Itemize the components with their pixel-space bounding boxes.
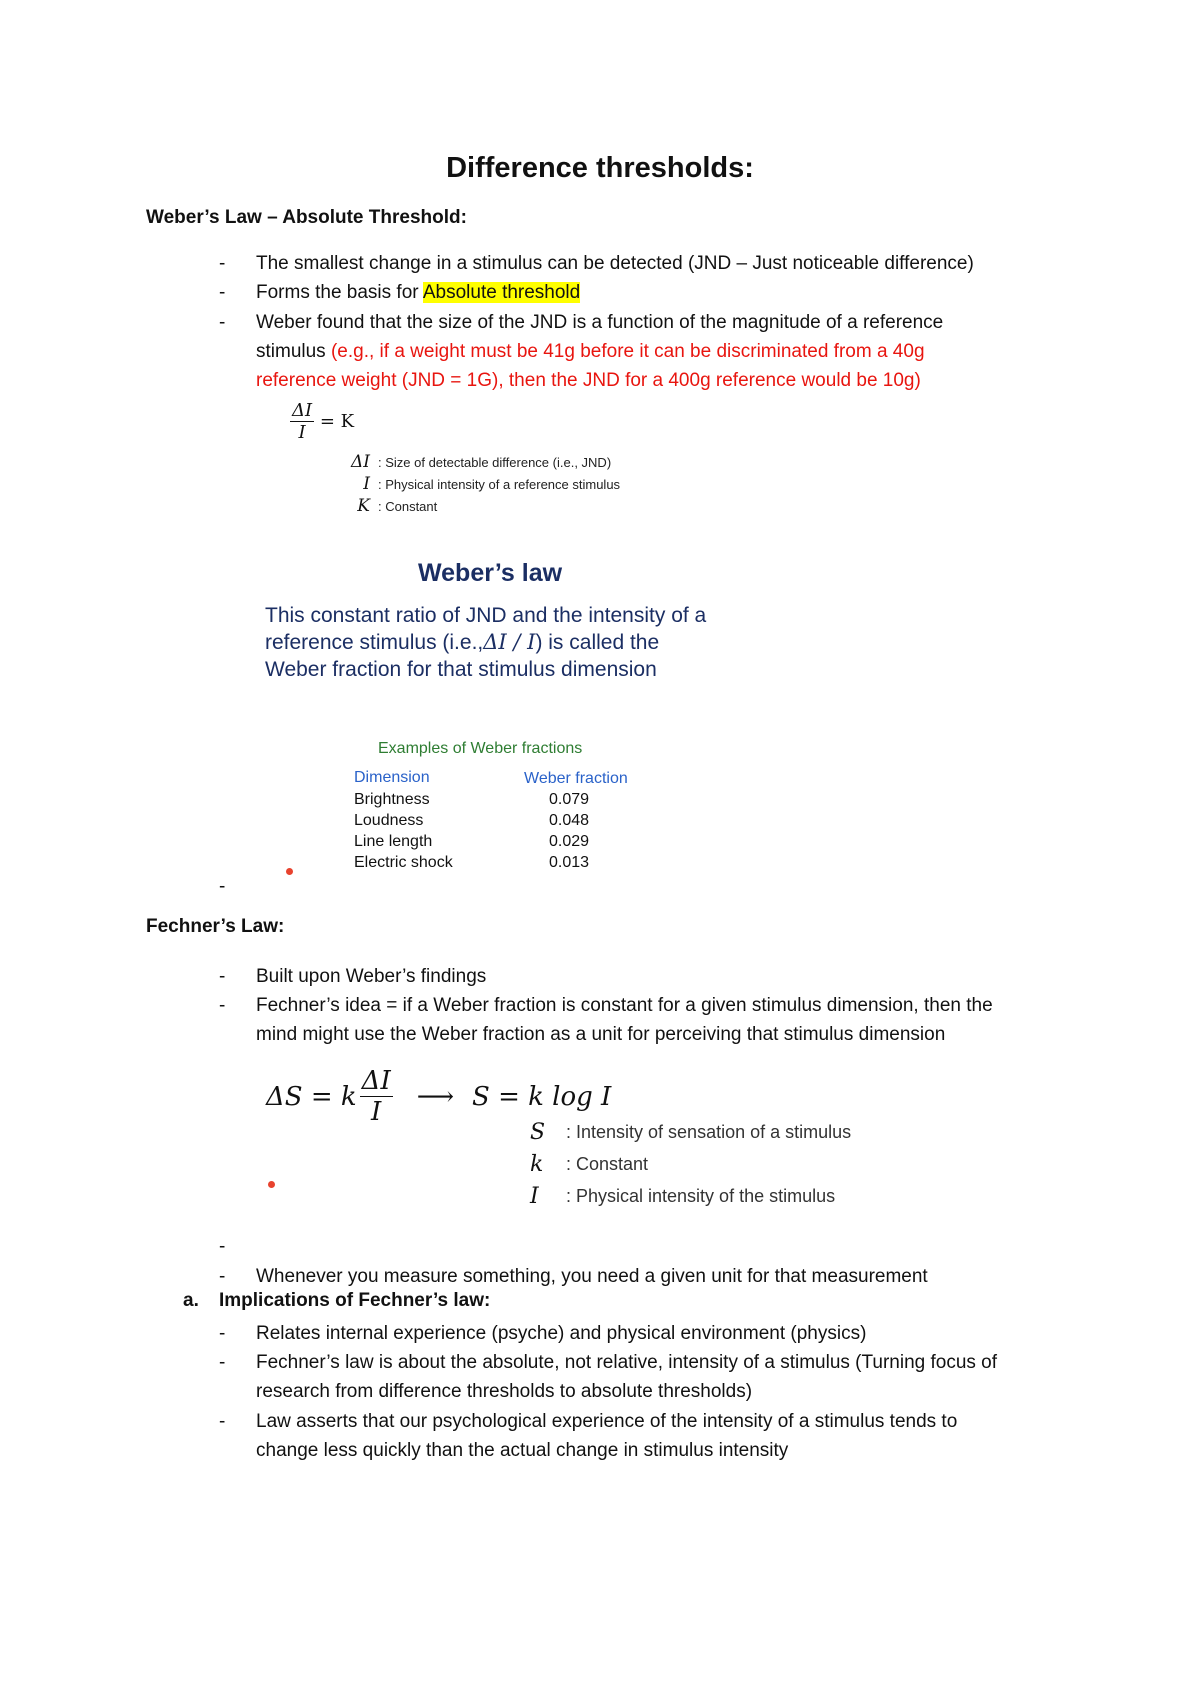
fechner-bullet-3: Whenever you measure something, you need a given unit for that measurement xyxy=(256,1266,928,1287)
legend-symbol: I xyxy=(363,474,370,494)
table-cell-fraction: 0.048 xyxy=(549,812,590,829)
table-cell-dimension: Electric shock xyxy=(354,854,453,871)
legend-row xyxy=(530,1180,950,1212)
weber-slide-line-2 xyxy=(265,629,706,656)
weber-table-caption: Examples of Weber fractions xyxy=(378,740,583,757)
table-cell-dimension: Brightness xyxy=(354,791,430,808)
weber-fractions-table xyxy=(354,768,628,873)
legend-desc: : Constant xyxy=(566,1153,649,1174)
arrow-right-icon: ⟶ xyxy=(416,1081,454,1112)
legend-row xyxy=(530,1116,950,1148)
legend-desc: : Constant xyxy=(378,498,438,514)
weber-bullet-1: The smallest change in a stimulus can be detected (JND – Just noticeable difference) xyxy=(256,253,974,274)
weber-formula-numerator: ΔI xyxy=(292,400,313,421)
legend-row xyxy=(330,451,750,473)
bullet-dash: - xyxy=(219,1411,226,1432)
fechner-bullet-1: Built upon Weber’s findings xyxy=(256,966,487,987)
weber-bullet-2 xyxy=(256,278,580,307)
weber-bullet-3-plain: stimulus xyxy=(256,341,326,362)
weber-bullet-3-line-1: Weber found that the size of the JND is a function of the magnitude of a reference xyxy=(256,312,944,333)
bullet-dash: - xyxy=(219,876,226,897)
implications-bullet-1: Relates internal experience (psyche) and physical environment (physics) xyxy=(256,1323,867,1344)
weber-formula-denominator: I xyxy=(298,422,306,443)
legend-symbol: k xyxy=(530,1151,544,1177)
table-cell-dimension: Line length xyxy=(354,833,433,850)
absolute-threshold-highlight: Absolute threshold xyxy=(422,282,581,303)
legend-row xyxy=(330,495,750,517)
legend-desc: : Physical intensity of a reference stimulus xyxy=(378,476,621,492)
page-title: Difference thresholds: xyxy=(446,152,754,184)
legend-row xyxy=(530,1148,950,1180)
red-dot-icon xyxy=(286,868,293,875)
weber-slide-line-2-pre: reference stimulus (i.e., xyxy=(265,631,484,654)
bullet-dash: - xyxy=(219,312,226,333)
bullet-dash: - xyxy=(219,1323,226,1344)
fechner-formula-lhs: ΔS = k xyxy=(266,1081,357,1112)
implications-marker: a. xyxy=(183,1290,199,1311)
bullet-dash: - xyxy=(219,1236,226,1257)
legend-desc: : Intensity of sensation of a stimulus xyxy=(566,1121,852,1142)
table-header-fraction: Weber fraction xyxy=(524,769,628,787)
red-dot-icon xyxy=(268,1181,275,1188)
legend-symbol: K xyxy=(357,496,370,516)
legend-symbol: I xyxy=(530,1183,539,1209)
weber-slide-math: ΔI / I xyxy=(483,630,536,654)
bullet-dash: - xyxy=(219,1266,226,1287)
legend-row xyxy=(330,473,750,495)
legend-symbol: S xyxy=(530,1119,546,1145)
weber-bullet-2-text: Forms the basis for xyxy=(256,282,419,303)
weber-slide-line-1: This constant ratio of JND and the intensity of a xyxy=(265,604,707,627)
table-cell-fraction: 0.013 xyxy=(549,854,590,871)
weber-heading: Weber’s Law – Absolute Threshold: xyxy=(146,207,467,228)
fechner-formula-numerator: ΔI xyxy=(361,1066,391,1096)
implications-bullet-3-line-2: change less quickly than the actual change in stimulus intensity xyxy=(256,1440,789,1461)
fechner-bullet-2-line-2: mind might use the Weber fraction as a unit for perceiving that stimulus dimension xyxy=(256,1024,946,1045)
table-header-row xyxy=(354,768,628,789)
bullet-dash: - xyxy=(219,282,226,303)
bullet-dash: - xyxy=(219,253,226,274)
table-cell-fraction: 0.029 xyxy=(549,833,590,850)
weber-bullet-3-line-2 xyxy=(256,337,925,366)
table-cell-fraction: 0.079 xyxy=(549,791,590,808)
table-row xyxy=(354,852,628,873)
implications-bullet-2-line-2: research from difference thresholds to absolute thresholds) xyxy=(256,1381,753,1402)
implications-heading: Implications of Fechner’s law: xyxy=(219,1290,491,1311)
weber-slide-body xyxy=(265,602,706,683)
legend-symbol: ΔI xyxy=(351,452,370,472)
implications-bullet-3-line-1: Law asserts that our psychological experience of the intensity of a stimulus tends to xyxy=(256,1411,958,1432)
legend-desc: : Physical intensity of the stimulus xyxy=(566,1185,836,1206)
fechner-legend xyxy=(530,1116,950,1212)
weber-example-text-2: reference weight (JND = 1G), then the JND for a 400g reference would be 10g) xyxy=(256,370,921,391)
weber-example-text: (e.g., if a weight must be 41g before it can be discriminated from a 40g xyxy=(330,341,925,362)
weber-formula-rhs: = K xyxy=(319,411,355,432)
bullet-dash: - xyxy=(219,966,226,987)
weber-slide-line-3: Weber fraction for that stimulus dimension xyxy=(265,658,657,681)
weber-slide-title: Weber’s law xyxy=(418,559,563,587)
fechner-bullet-2-line-1: Fechner’s idea = if a Weber fraction is constant for a given stimulus dimension, then the xyxy=(256,995,993,1016)
fechner-formula-rhs: S = k log I xyxy=(472,1081,612,1112)
legend-desc: : Size of detectable difference (i.e., JND) xyxy=(378,454,612,470)
table-cell-dimension: Loudness xyxy=(354,812,424,829)
fechner-formula-denominator: I xyxy=(371,1097,382,1127)
table-row xyxy=(354,789,628,810)
weber-formula xyxy=(290,400,354,443)
fechner-heading: Fechner’s Law: xyxy=(146,916,285,937)
table-row xyxy=(354,831,628,852)
implications-bullet-2-line-1: Fechner’s law is about the absolute, not relative, intensity of a stimulus (Turning focus of xyxy=(256,1352,998,1373)
bullet-dash: - xyxy=(219,995,226,1016)
table-row xyxy=(354,810,628,831)
table-header-dimension: Dimension xyxy=(354,769,430,786)
bullet-dash: - xyxy=(219,1352,226,1373)
weber-legend xyxy=(330,451,750,517)
weber-slide-line-2-post: ) is called the xyxy=(535,631,660,654)
